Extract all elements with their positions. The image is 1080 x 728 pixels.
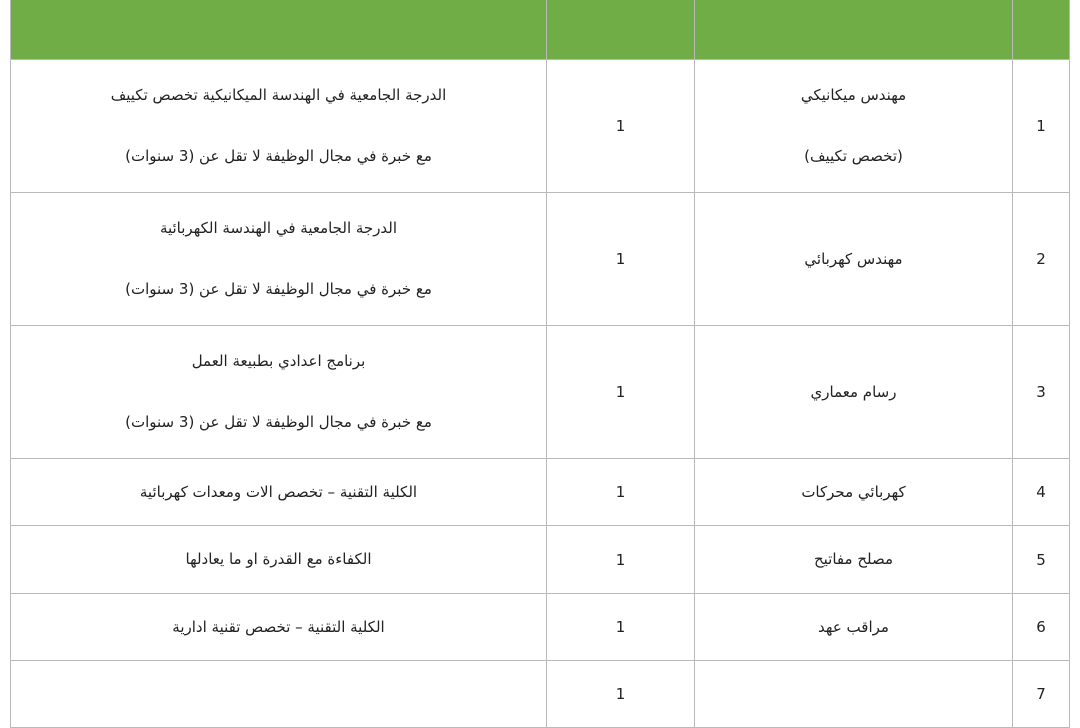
job-title-cell: [695, 459, 1013, 526]
requirements-line: الكلية التقنية – تخصص الات ومعدات كهربائية: [139, 482, 418, 501]
count-cell: 1: [547, 594, 695, 661]
table-row: [11, 326, 1070, 459]
job-title-line: مهندس كهربائي: [804, 249, 903, 268]
job-title-cell: [695, 526, 1013, 594]
requirements-cell: [11, 193, 547, 326]
job-title-line: مصلح مفاتيح: [813, 550, 894, 568]
header-requirements: [11, 0, 547, 60]
requirements-line: الدرجة الجامعية في الهندسة الميكانيكية تخصص تكييف: [110, 86, 447, 104]
index-cell: 3: [1013, 326, 1070, 459]
job-title-line: مراقب عهد: [818, 617, 889, 636]
index-cell: 5: [1013, 526, 1070, 594]
count-cell: 1: [547, 193, 695, 326]
job-title-cell: [695, 326, 1013, 459]
index-cell: 1: [1013, 60, 1070, 193]
requirements-line: مع خبرة في مجال الوظيفة لا تقل عن (3 سنوات): [125, 280, 432, 298]
job-title-cell: [695, 193, 1013, 326]
requirements-cell: [11, 459, 547, 526]
count-cell: 1: [547, 459, 695, 526]
count-cell: 1: [547, 526, 695, 594]
jobs-table: [10, 0, 1070, 728]
header-index: [1013, 0, 1070, 60]
header-count: [547, 0, 695, 60]
job-title-line: رسام معماري: [810, 382, 897, 401]
count-cell: 1: [547, 661, 695, 728]
requirements-line: مع خبرة في مجال الوظيفة لا تقل عن (3 سنوات): [125, 413, 432, 431]
requirements-cell: [11, 326, 547, 459]
requirements-line: الدرجة الجامعية في الهندسة الكهربائية: [159, 219, 398, 237]
index-cell: 2: [1013, 193, 1070, 326]
table-row: [11, 60, 1070, 193]
requirements-line: مع خبرة في مجال الوظيفة لا تقل عن (3 سنوات): [125, 147, 432, 165]
header-job-title: [695, 0, 1013, 60]
requirements-cell: [11, 60, 547, 193]
job-title-line: (تخصص تكييف): [804, 147, 903, 165]
job-title-line: مهندس ميكانيكي: [800, 86, 907, 104]
requirements-cell: [11, 594, 547, 661]
table-header-row: [11, 0, 1070, 60]
table-row: [11, 526, 1070, 594]
index-cell: 6: [1013, 594, 1070, 661]
table-row: [11, 661, 1070, 728]
requirements-cell: [11, 661, 547, 728]
requirements-line: برنامج اعدادي بطبيعة العمل: [191, 352, 366, 370]
count-cell: 1: [547, 326, 695, 459]
requirements-line: الكفاءة مع القدرة او ما يعادلها: [185, 550, 372, 568]
index-cell: 7: [1013, 661, 1070, 728]
table-row: [11, 459, 1070, 526]
table-row: [11, 594, 1070, 661]
requirements-cell: [11, 526, 547, 594]
job-title-line: كهربائي محركات: [801, 482, 906, 501]
count-cell: 1: [547, 60, 695, 193]
table-row: [11, 193, 1070, 326]
index-cell: 4: [1013, 459, 1070, 526]
requirements-line: الكلية التقنية – تخصص تقنية ادارية: [172, 617, 385, 636]
job-title-cell: [695, 661, 1013, 728]
job-title-cell: [695, 594, 1013, 661]
job-title-cell: [695, 60, 1013, 193]
